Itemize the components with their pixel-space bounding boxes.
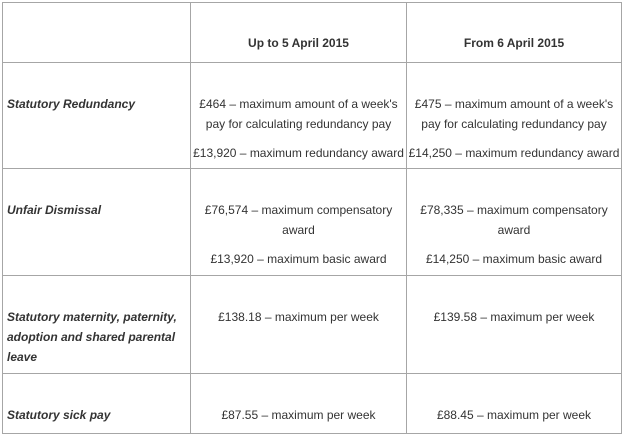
header-empty (3, 3, 190, 35)
value-cell-before (191, 63, 407, 169)
table-row (3, 276, 622, 374)
value-cell-before (191, 374, 407, 434)
value-text: £88.45 – maximum per week (436, 408, 592, 422)
rates-table (2, 2, 622, 434)
row-label: Unfair Dismissal (3, 169, 191, 276)
value-text: £139.58 – maximum per week (433, 310, 595, 324)
value-text: £14,250 – maximum redundancy award (408, 146, 620, 160)
header-from-6-april (407, 3, 622, 63)
value-text: £138.18 – maximum per week (218, 310, 379, 324)
value-text: £475 – maximum amount of a week's pay for calculating redundancy pay (414, 97, 614, 131)
value-text: £464 – maximum amount of a week's pay for calculating redundancy pay (199, 97, 398, 131)
table-row (3, 374, 622, 434)
header-empty-cell (3, 3, 191, 63)
header-from-label: From 6 April 2015 (463, 36, 565, 50)
value-text: £87.55 – maximum per week (221, 408, 376, 422)
header-up-to-5-april (191, 3, 407, 63)
value-text: £13,920 – maximum basic award (210, 252, 387, 266)
value-text: £13,920 – maximum redundancy award (193, 146, 404, 160)
row-label: Statutory maternity, paternity, adoption and shared parental leave (3, 276, 191, 374)
value-text: £78,335 – maximum compensatory award (420, 203, 608, 237)
row-label: Statutory sick pay (3, 374, 191, 434)
header-row (3, 3, 622, 63)
value-cell-before (191, 169, 407, 276)
value-text: £14,250 – maximum basic award (425, 252, 603, 266)
table-row (3, 63, 622, 169)
header-up-to-label: Up to 5 April 2015 (248, 36, 349, 50)
value-cell-after (407, 63, 622, 169)
value-cell-after (407, 169, 622, 276)
value-text: £76,574 – maximum compensatory award (204, 203, 393, 237)
value-cell-after (407, 276, 622, 374)
table-row (3, 169, 622, 276)
row-label: Statutory Redundancy (3, 63, 191, 169)
value-cell-after (407, 374, 622, 434)
value-cell-before (191, 276, 407, 374)
